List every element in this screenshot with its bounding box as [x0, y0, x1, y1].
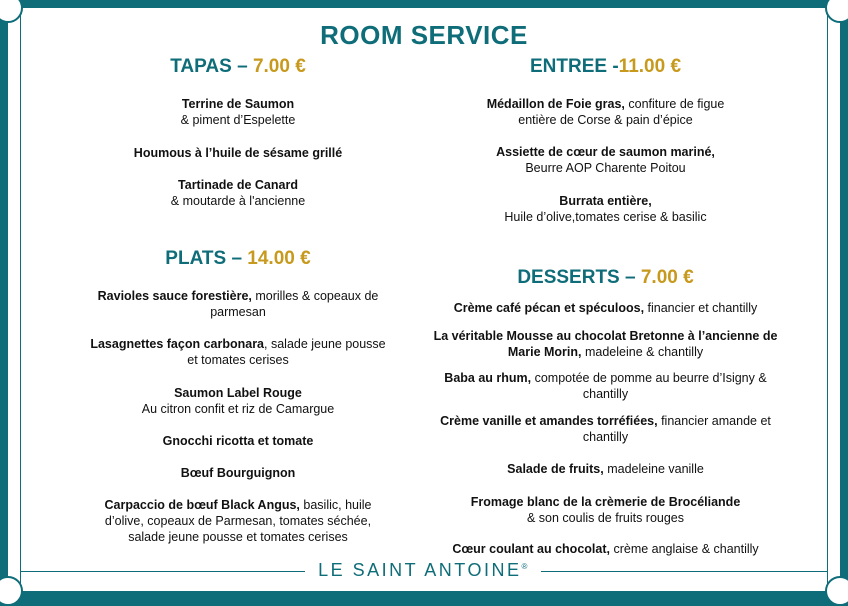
menu-card [8, 8, 840, 591]
menu-item [413, 461, 798, 477]
item-description: Huile d’olive,tomates cerise & basilic [504, 210, 707, 224]
item-description: financier amande et [661, 414, 771, 428]
item-name: Assiette de cœur de saumon mariné, [496, 145, 715, 159]
tapas-heading [48, 56, 428, 78]
menu-item [48, 288, 428, 320]
menu-item [413, 413, 798, 445]
item-description: & moutarde à l'ancienne [170, 194, 306, 208]
entree-name: ENTREE - [529, 56, 619, 77]
item-name: Carpaccio de bœuf Black Angus, [104, 498, 300, 512]
menu-item [413, 541, 798, 557]
item-name: La véritable Mousse au chocolat Bretonne à l’ancienne de [433, 329, 778, 343]
left-column [48, 8, 428, 591]
item-name: Gnocchi ricotta et tomate [162, 434, 314, 448]
plats-name: PLATS – [165, 248, 243, 269]
item-description: & piment d’Espelette [180, 113, 296, 127]
menu-item [413, 300, 798, 316]
menu-item [48, 145, 428, 161]
right-column [413, 8, 798, 591]
entree-heading [413, 56, 798, 78]
frame-right-line [827, 14, 828, 585]
tapas-price: 7.00 € [252, 56, 306, 77]
item-name: Salade de fruits, [507, 462, 604, 476]
item-description: & son coulis de fruits rouges [526, 511, 685, 525]
item-name: Fromage blanc de la crèmerie de Brocéliande [470, 495, 741, 509]
item-name: Cœur coulant au chocolat, [452, 542, 610, 556]
item-name: Crème café pécan et spéculoos, [453, 301, 645, 315]
item-description-line2: chantilly [582, 430, 629, 444]
item-name: Bœuf Bourguignon [180, 466, 296, 480]
item-description: Au citron confit et riz de Camargue [141, 402, 335, 416]
menu-item [48, 433, 428, 449]
tapas-name: TAPAS – [170, 56, 248, 77]
menu-item [413, 96, 798, 128]
item-description: madeleine vanille [607, 462, 704, 476]
item-description-line2: parmesan [210, 305, 266, 319]
brand-logo [8, 560, 840, 581]
brand-name: LE SAINT ANTOINE [318, 560, 522, 580]
item-name: Médaillon de Foie gras, [486, 97, 625, 111]
desserts-price: 7.00 € [640, 267, 694, 288]
item-description: financier et chantilly [647, 301, 758, 315]
item-description-line2: et tomates cerises [187, 353, 289, 367]
item-name: Baba au rhum, [444, 371, 532, 385]
desserts-name: DESSERTS – [517, 267, 636, 288]
item-description: basilic, huile [303, 498, 372, 512]
item-name: Burrata entière, [559, 194, 652, 208]
entree-price: 11.00 € [618, 56, 682, 77]
page-title: ROOM SERVICE [320, 20, 528, 50]
frame-left-line [20, 14, 21, 585]
item-description: Beurre AOP Charente Poitou [525, 161, 686, 175]
menu-item [48, 336, 428, 368]
plats-heading [48, 248, 428, 270]
menu-item [48, 96, 428, 128]
item-description-line3: salade jeune pousse et tomates cerises [128, 530, 348, 544]
menu-item [48, 465, 428, 481]
item-name: Terrine de Saumon [181, 97, 295, 111]
menu-item [413, 494, 798, 526]
item-description: morilles & copeaux de [255, 289, 379, 303]
menu-item [413, 144, 798, 176]
item-description: , salade jeune pousse [264, 337, 386, 351]
item-name: Houmous à l’huile de sésame grillé [133, 146, 343, 160]
menu-item [48, 385, 428, 417]
item-name-line2: Marie Morin, [507, 345, 582, 359]
registered-mark: ® [521, 562, 530, 571]
item-description: crème anglaise & chantilly [613, 542, 759, 556]
item-description-line2: d’olive, copeaux de Parmesan, tomates séchée, [104, 514, 372, 528]
menu-item [48, 177, 428, 209]
menu-item [413, 193, 798, 225]
item-name: Lasagnettes façon carbonara [90, 337, 265, 351]
item-description-line2: entière de Corse & pain d’épice [518, 113, 693, 127]
menu-item [48, 497, 428, 545]
item-name: Saumon Label Rouge [174, 386, 302, 400]
item-name: Crème vanille et amandes torréfiées, [440, 414, 658, 428]
item-description: madeleine & chantilly [584, 345, 704, 359]
menu-item [413, 370, 798, 402]
menu-item [413, 328, 798, 360]
desserts-heading [413, 267, 798, 289]
item-description: compotée de pomme au beurre d’Isigny & [534, 371, 767, 385]
item-name: Ravioles sauce forestière, [97, 289, 252, 303]
item-description-line2: chantilly [582, 387, 629, 401]
item-description: confiture de figue [628, 97, 725, 111]
plats-price: 14.00 € [247, 248, 311, 269]
item-name: Tartinade de Canard [178, 178, 298, 192]
